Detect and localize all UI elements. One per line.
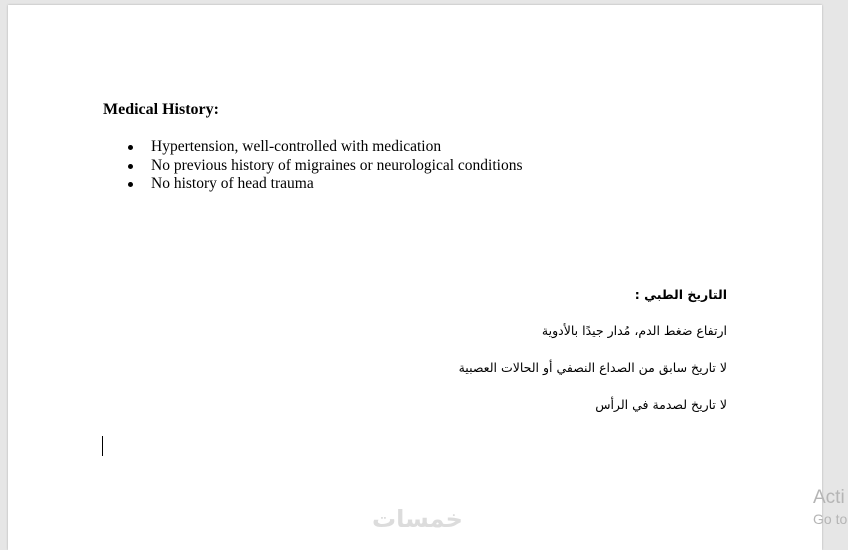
- arabic-paragraph: ارتفاع ضغط الدم، مُدار جيدًا بالأدوية: [541, 323, 727, 338]
- list-item-text: No previous history of migraines or neurological conditions: [151, 156, 523, 174]
- arabic-paragraph: لا تاريخ لصدمة في الرأس: [595, 397, 727, 412]
- list-item-text: No history of head trauma: [151, 175, 314, 192]
- arabic-paragraph: لا تاريخ سابق من الصداع النصفي أو الحالات العصبية: [458, 360, 727, 375]
- bullet-icon: [128, 164, 133, 169]
- text-cursor: [102, 436, 103, 456]
- list-item: [103, 175, 523, 194]
- list-item: [103, 157, 523, 176]
- windows-activation-notice: [813, 487, 847, 529]
- arabic-heading: التاريخ الطبي :: [634, 287, 727, 302]
- bullet-icon: [128, 182, 133, 187]
- medical-history-heading: Medical History:: [103, 101, 219, 118]
- watermark-logo: خمسات: [372, 505, 463, 533]
- activation-line-1: Acti: [813, 487, 845, 508]
- list-item: [103, 138, 523, 157]
- document-page[interactable]: [8, 5, 822, 550]
- medical-history-list: [103, 138, 523, 194]
- bullet-icon: [128, 145, 133, 150]
- activation-line-2: Go to: [813, 511, 848, 527]
- list-item-text: Hypertension, well-controlled with medication: [151, 138, 442, 155]
